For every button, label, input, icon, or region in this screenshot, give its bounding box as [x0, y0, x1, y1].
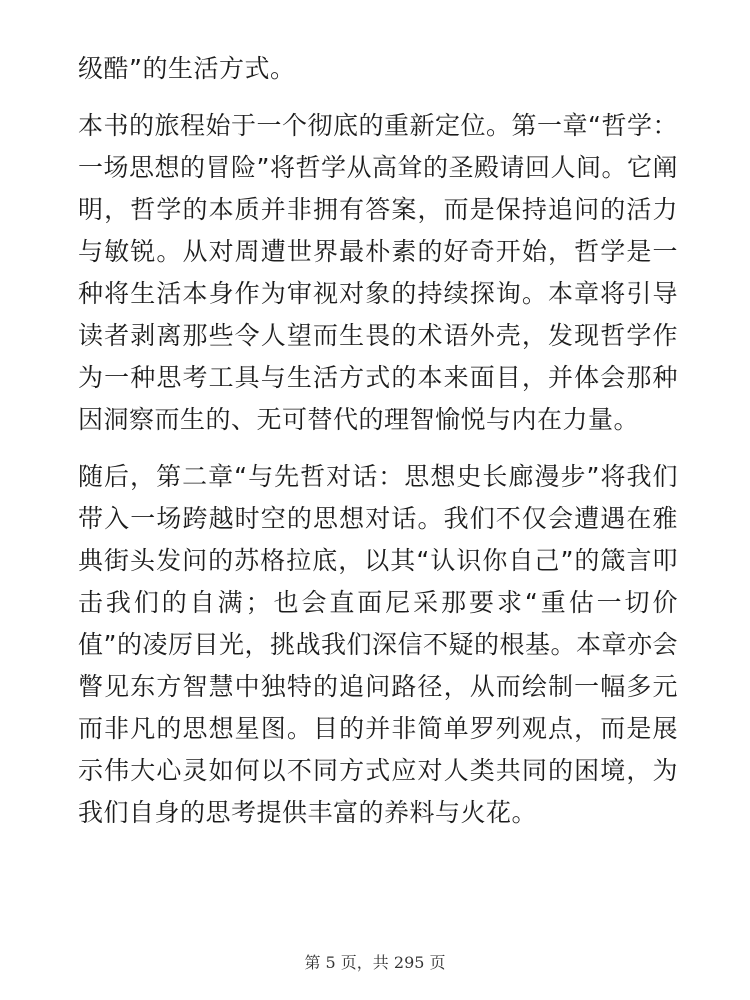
- paragraph-chapter-two: 随后，第二章“与先哲对话：思想史长廊漫步”将我们带入一场跨越时空的思想对话。我们不仅会遭遇在雅典街头发问的苏格拉底，以其“认识你自己”的箴言叩击我们的自满；也会直面尼采那要求“重估一切价值”的凌厉目光，挑战我们深信不疑的根基。本章亦会瞥见东方智慧中独特的追问路径，从而绘制一幅多元而非凡的思想星图。目的并非简单罗列观点，而是展示伟大心灵如何以不同方式应对人类共同的困境，为我们自身的思考提供丰富的养料与火花。: [78, 462, 678, 827]
- body-text: [78, 48, 678, 849]
- paragraph-chapter-one: 本书的旅程始于一个彻底的重新定位。第一章“哲学：一场思想的冒险”将哲学从高耸的圣殿请回人间。它阐明，哲学的本质并非拥有答案，而是保持追问的活力与敏锐。从对周遭世界最朴素的好奇开始，哲学是一种将生活本身作为审视对象的持续探询。本章将引导读者剥离那些令人望而生畏的术语外壳，发现哲学作为一种思考工具与生活方式的本来面目，并体会那种因洞察而生的、无可替代的理智愉悦与内在力量。: [78, 111, 678, 434]
- paragraph-continuation: 级酷”的生活方式。: [78, 54, 296, 83]
- page-number-footer: 第 5 页，共 295 页: [304, 953, 446, 972]
